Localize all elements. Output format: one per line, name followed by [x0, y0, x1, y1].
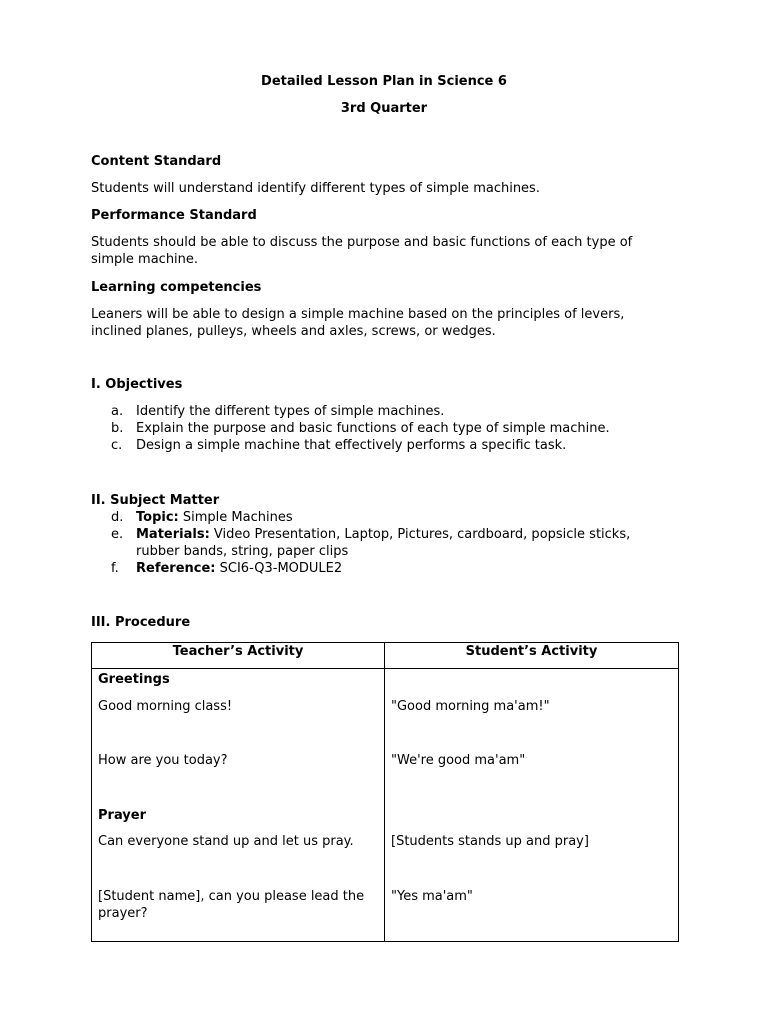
reference-label: Reference:	[136, 561, 216, 576]
list-marker: c.	[111, 438, 123, 453]
list-marker: f.	[111, 561, 119, 576]
learning-competencies-section	[91, 279, 681, 296]
column-header-teacher: Teacher’s Activity	[92, 643, 385, 669]
student-line-were-good: "We're good ma'am"	[391, 753, 526, 768]
reference-value: SCI6-Q3-MODULE2	[215, 561, 343, 576]
performance-standard-heading: Performance Standard	[91, 208, 257, 223]
objective-item	[91, 437, 681, 454]
performance-standard-line-2: simple machine.	[91, 252, 199, 267]
list-marker: d.	[111, 510, 124, 525]
materials-label: Materials:	[136, 527, 210, 542]
subject-matter-item-materials	[91, 526, 681, 560]
column-header-student: Student’s Activity	[385, 643, 679, 669]
student-line-yes: "Yes ma'am"	[391, 889, 473, 904]
content-standard-section	[91, 153, 681, 170]
teacher-activity-cell	[92, 669, 385, 942]
document-title: Detailed Lesson Plan in Science 6	[261, 74, 507, 89]
student-activity-cell	[385, 669, 679, 942]
performance-standard-line-1: Students should be able to discuss the purpose and basic functions of each type of	[91, 235, 633, 250]
teacher-line-lead-prayer-1: [Student name], can you please lead the	[98, 889, 365, 904]
objective-item	[91, 403, 681, 420]
objectives-heading: I. Objectives	[91, 377, 183, 392]
student-line-pray: [Students stands up and pray]	[391, 834, 589, 849]
learning-competencies-line-2: inclined planes, pulleys, wheels and axles, screws, or wedges.	[91, 324, 496, 339]
list-marker: e.	[111, 527, 124, 542]
teacher-line-lead-prayer-2: prayer?	[98, 906, 148, 921]
objective-text: Design a simple machine that effectively performs a specific task.	[136, 438, 567, 453]
prayer-heading: Prayer	[98, 808, 147, 823]
performance-standard-section	[91, 207, 681, 224]
teacher-line-how-are-you: How are you today?	[98, 753, 228, 768]
topic-label: Topic:	[136, 510, 179, 525]
subject-matter-section	[91, 492, 681, 509]
objective-item	[91, 420, 681, 437]
list-marker: a.	[111, 404, 124, 419]
student-line-good-morning: "Good morning ma'am!"	[391, 699, 550, 714]
performance-standard-text	[91, 234, 681, 268]
learning-competencies-heading: Learning competencies	[91, 280, 262, 295]
subject-matter-list	[91, 509, 681, 577]
procedure-table-header-row	[92, 643, 679, 669]
objective-text: Identify the different types of simple machines.	[136, 404, 445, 419]
learning-competencies-text	[91, 306, 681, 340]
objectives-list-wrap	[91, 403, 681, 454]
objectives-list	[91, 403, 681, 454]
procedure-table	[91, 642, 679, 942]
teacher-line-stand-up: Can everyone stand up and let us pray.	[98, 834, 354, 849]
procedure-heading: III. Procedure	[91, 615, 191, 630]
teacher-line-good-morning: Good morning class!	[98, 699, 233, 714]
teacher-line-lead-prayer	[98, 888, 378, 922]
procedure-section	[91, 614, 681, 631]
subject-matter-item-reference	[91, 560, 681, 577]
content-standard-paragraph: Students will understand identify different types of simple machines.	[91, 181, 540, 196]
subject-matter-item-topic	[91, 509, 681, 526]
objectives-section	[91, 376, 681, 393]
materials-value: Video Presentation, Laptop, Pictures, cardboard, popsicle sticks,	[209, 527, 631, 542]
learning-competencies-line-1: Leaners will be able to design a simple machine based on the principles of levers,	[91, 307, 625, 322]
subject-matter-heading: II. Subject Matter	[91, 493, 220, 508]
content-standard-text	[91, 180, 681, 197]
procedure-table-row	[92, 669, 679, 942]
topic-value: Simple Machines	[178, 510, 293, 525]
greetings-heading: Greetings	[98, 672, 170, 687]
list-marker: b.	[111, 421, 124, 436]
subject-matter-list-wrap	[91, 509, 681, 577]
materials-value-continued: rubber bands, string, paper clips	[136, 544, 349, 559]
content-standard-heading: Content Standard	[91, 154, 222, 169]
document-subtitle: 3rd Quarter	[340, 101, 428, 116]
objective-text: Explain the purpose and basic functions of each type of simple machine.	[136, 421, 610, 436]
